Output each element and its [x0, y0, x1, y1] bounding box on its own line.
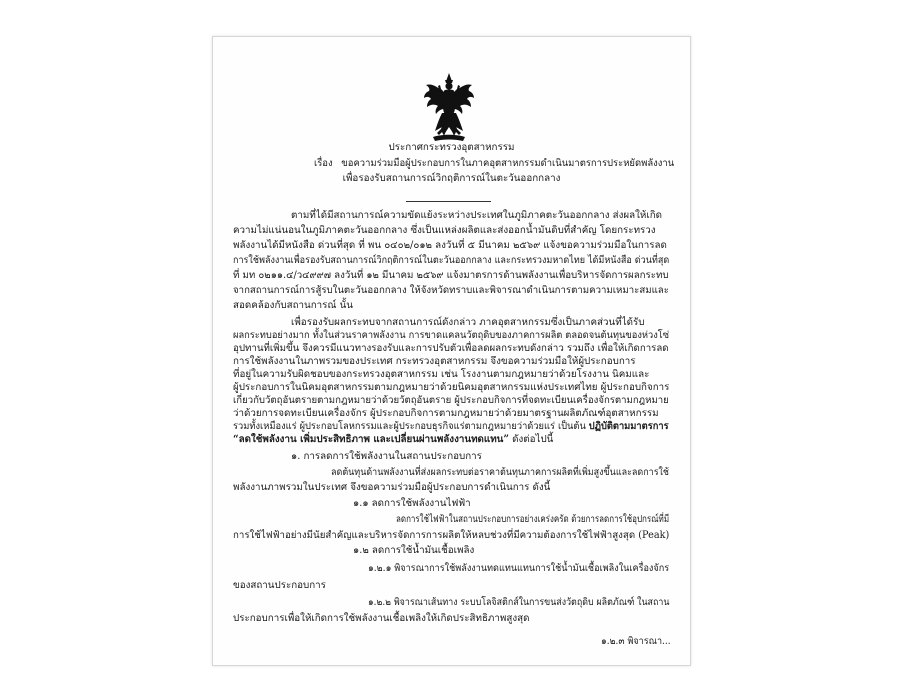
- measure-slogan: “ลดใช้พลังงาน เพิ่มประสิทธิภาพ และเปลี่ยนผ่านพลังงานทดแทน”: [233, 434, 510, 445]
- subject-label: เรื่อง: [314, 158, 333, 169]
- paragraph-2-line: เพื่อรองรับผลกระทบจากสถานการณ์ดังกล่าว ภาคอุตสาหกรรมซึ่งเป็นภาคส่วนที่ได้รับ: [291, 317, 645, 328]
- item-1-1-line: การใช้ไฟฟ้าอย่างมีนัยสำคัญและบริหารจัดการการผลิตให้หลบช่วงที่มีความต้องการใช้ไฟฟ้าสูงสุด (Peak): [233, 530, 670, 541]
- item-1-2-2-line: ประกอบการเพื่อให้เกิดการใช้พลังงานเชื้อเพลิงให้เกิดประสิทธิภาพสูงสุด: [233, 613, 530, 624]
- item-1-2-1-line: ของสถานประกอบการ: [233, 580, 326, 591]
- section-1-intro-line: ลดต้นทุนด้านพลังงานที่ส่งผลกระทบต่อราคาต้นทุนภาคการผลิตที่เพิ่มสูงขึ้นและลดการใช้: [331, 467, 670, 478]
- paragraph-1-line: จากสถานการณ์การสู้รบในตะวันออกกลาง ให้จังหวัดทราบและพิจารณาดำเนินการตามความเหมาะสมและ: [233, 285, 669, 296]
- paragraph-2-line: ผลกระทบอย่างมาก ทั้งในส่วนราคาพลังงาน การขาดแคลนวัตถุดิบของภาคการผลิต ตลอดจนต้นทุนของห่วงโซ่: [233, 330, 670, 341]
- item-1-1-line: ลดการใช้ไฟฟ้าในสถานประกอบการอย่างเคร่งครัด ด้วยการลดการใช้อุปกรณ์ที่มี: [396, 514, 670, 525]
- section-1-intro-line: พลังงานภาพรวมในประเทศ จึงขอความร่วมมือผู้ประกอบการดำเนินการ ดังนี้: [233, 482, 551, 493]
- continuation-marker: ๑.๒.๓ พิจารณา...: [601, 636, 671, 647]
- paragraph-2-line: ที่อยู่ในความรับผิดชอบของกระทรวงอุตสาหกรรม เช่น โรงงานตามกฎหมายว่าด้วยโรงงาน นิคมและ: [233, 369, 650, 380]
- paragraph-1-line: ตามที่ได้มีสถานการณ์ความขัดแย้งระหว่างประเทศในภูมิภาคตะวันออกกลาง ส่งผลให้เกิด: [291, 210, 663, 221]
- section-1-heading: ๑. การลดการใช้พลังงานในสถานประกอบการ: [291, 451, 482, 462]
- paragraph-1-line: สอดคล้องกับสถานการณ์ นั้น: [233, 300, 354, 311]
- item-1-2-1-line: ๑.๒.๑ พิจารณาการใช้พลังงานทดแทนแทนการใช้น้ำมันเชื้อเพลิงในเครื่องจักร: [368, 563, 670, 574]
- item-1-1-heading: ๑.๑ ลดการใช้พลังงานไฟฟ้า: [353, 498, 471, 509]
- paragraph-2-line: [233, 434, 669, 446]
- paragraph-2-line: เกี่ยวกับวัตถุอันตรายตามกฎหมายว่าด้วยวัตถุอันตราย ผู้ประกอบกิจการที่จดทะเบียนเครื่องจักรตามกฎหมาย: [233, 395, 669, 406]
- subject-line-2: เพื่อรองรับสถานการณ์วิกฤติการณ์ในตะวันออกกลาง: [342, 173, 561, 184]
- paragraph-1-line: พลังงานได้มีหนังสือ ด่วนที่สุด ที่ พน ๐๔๐๒/๐๑๒ ลงวันที่ ๕ มีนาคม ๒๕๖๙ แจ้งขอความร่วมมือในการลด: [233, 240, 667, 251]
- paragraph-2-emphasis: ปฏิบัติตามมาตรการ: [588, 421, 669, 432]
- paragraph-1-line: ที่ มท ๐๒๑๑.๔/ว๔๙๙๗ ลงวันที่ ๑๒ มีนาคม ๒๕๖๙ แจ้งมาตรการด้านพลังงานเพื่อบริหารจัดการผลกระทบ: [233, 270, 669, 281]
- subject-text: ขอความร่วมมือผู้ประกอบการในภาคอุตสาหกรรมดำเนินมาตรการประหยัดพลังงาน: [341, 158, 675, 169]
- title-divider: [406, 201, 491, 202]
- paragraph-1-line: ความไม่แน่นอนในภูมิภาคตะวันออกกลาง ซึ่งเป็นแหล่งผลิตและส่งออกน้ำมันดิบที่สำคัญ โดยกระทรวง: [233, 225, 656, 236]
- document-page: [212, 36, 691, 666]
- item-1-2-heading: ๑.๒ ลดการใช้น้ำมันเชื้อเพลิง: [353, 545, 475, 556]
- paragraph-2-line: [233, 421, 669, 433]
- document-title: ประกาศกระทรวงอุตสาหกรรม: [388, 142, 515, 153]
- paragraph-2-text: ดังต่อไปนี้: [509, 434, 554, 445]
- subject-line: [314, 158, 675, 170]
- paragraph-2-line: ว่าด้วยการจดทะเบียนเครื่องจักร ผู้ประกอบกิจการตามกฎหมายว่าด้วยมาตรฐานผลิตภัณฑ์อุตสาหกรรม: [233, 408, 659, 419]
- paragraph-2-line: อุปทานที่เพิ่มขึ้น จึงควรมีแนวทางรองรับและการปรับตัวเพื่อลดผลกระทบดังกล่าว รวมถึง เพื่อให้เกิดการลด: [233, 343, 669, 354]
- paragraph-1-line: การใช้พลังงานเพื่อรองรับสถานการณ์วิกฤติการณ์ในตะวันออกกลาง และกระทรวงมหาดไทย ได้มีหนังสือ ด่วนที่สุด: [233, 255, 670, 266]
- garuda-emblem: [423, 73, 475, 143]
- paragraph-2-line: ผู้ประกอบการในนิคมอุตสาหกรรมตามกฎหมายว่าด้วยนิคมอุตสาหกรรมแห่งประเทศไทย ผู้ประกอบกิจการ: [233, 382, 670, 393]
- paragraph-2-line: การใช้พลังงานในภาพรวมของประเทศ กระทรวงอุตสาหกรรม จึงขอความร่วมมือให้ผู้ประกอบการ: [233, 356, 636, 367]
- item-1-2-2-line: ๑.๒.๒ พิจารณาเส้นทาง ระบบโลจิสติกส์ในการขนส่งวัตถุดิบ ผลิตภัณฑ์ ในสถาน: [368, 597, 670, 608]
- paragraph-2-text: รวมทั้งเหมืองแร่ ผู้ประกอบโลหกรรมและผู้ประกอบธุรกิจแร่ตามกฎหมายว่าด้วยแร่ เป็นต้น: [233, 421, 589, 432]
